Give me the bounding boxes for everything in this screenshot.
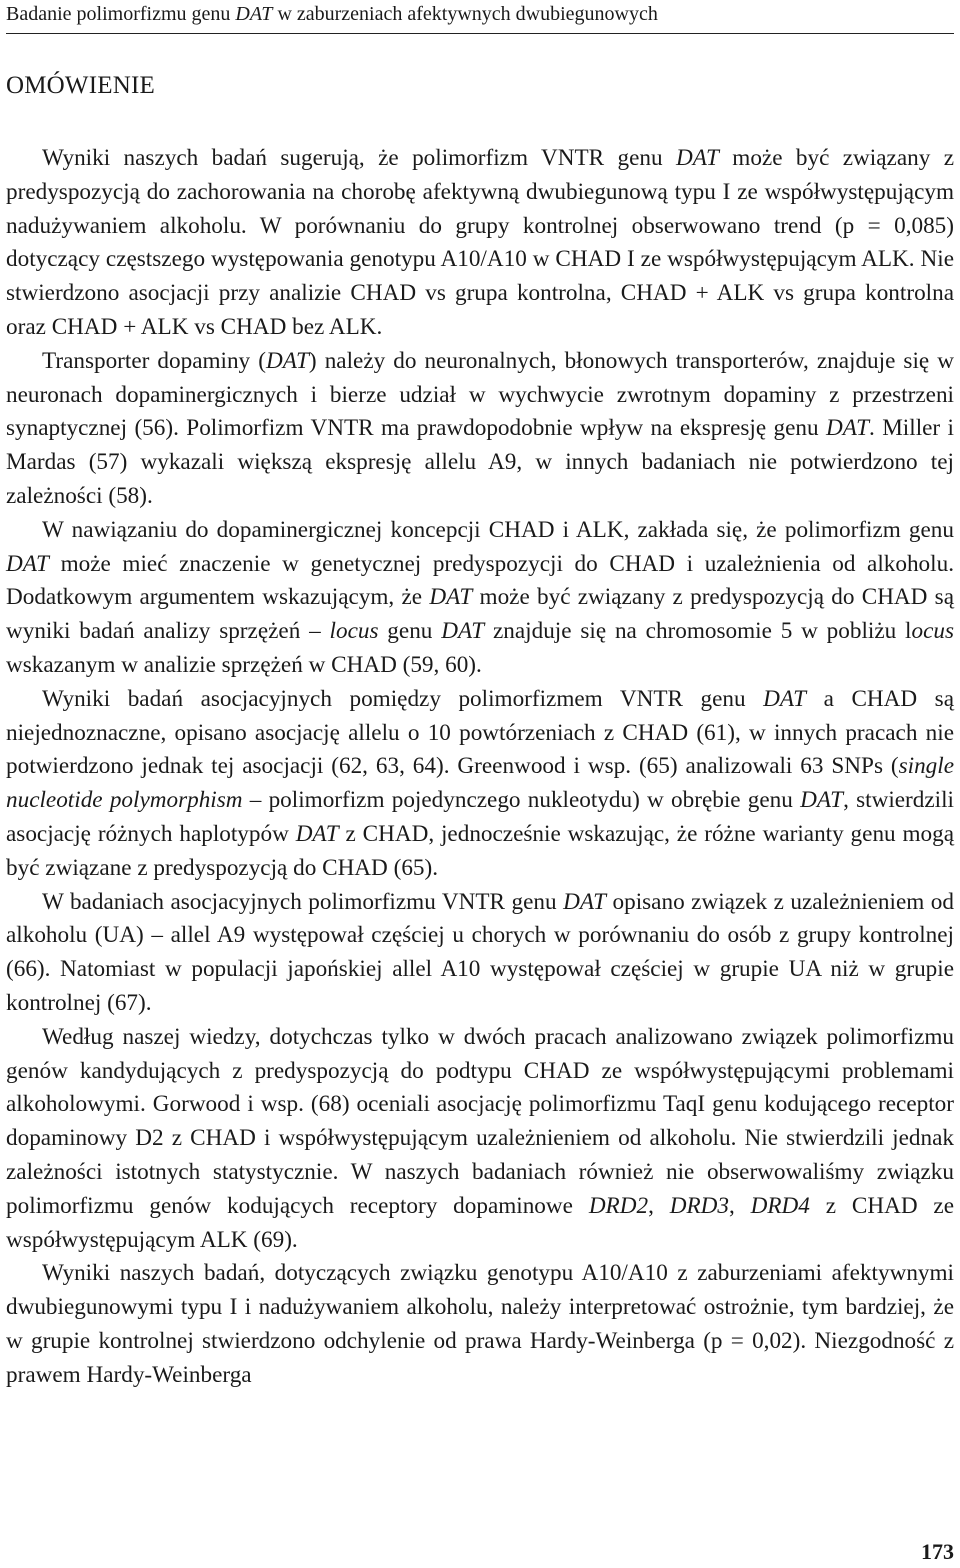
- paragraph-2: [6, 345, 954, 514]
- text-run: znajduje się na chromosomie 5 w pobliżu l: [484, 618, 912, 645]
- text-run: może być związany z predyspozycją do CHAD są wyniki badań analizy sprzężeń –: [6, 584, 955, 645]
- italic-term: DRD4: [750, 1192, 810, 1219]
- text-run: może mieć znaczenie w genetycznej predyspozycji do CHAD i uzależnienia od alkoholu. Dodatkowym argumentem wskazującym, że: [6, 550, 954, 611]
- italic-term: DAT: [429, 584, 473, 611]
- text-run: W badaniach asocjacyjnych polimorfizmu VNTR genu: [42, 888, 564, 915]
- text-run: z CHAD ze współwystępującym ALK (69).: [6, 1192, 955, 1253]
- article-body: [6, 142, 954, 1392]
- paragraph-4: [6, 683, 954, 886]
- text-run: wskazanym w analizie sprzężeń w CHAD (59, 60).: [6, 651, 482, 678]
- text-run: . Miller i Mardas (57) wykazali większą ekspresję allelu A9, w innych badaniach nie potwierdzono tej zależności (58).: [6, 415, 955, 509]
- italic-term: DAT: [295, 820, 339, 847]
- italic-term: DAT: [441, 618, 485, 645]
- italic-term: single nucleotide polymorphism: [6, 753, 954, 814]
- italic-term: DAT: [563, 888, 607, 915]
- paragraph-6: [6, 1021, 954, 1258]
- text-run: W nawiązaniu do dopaminergicznej koncepcji CHAD i ALK, zakłada się, że polimorfizm genu: [42, 516, 954, 543]
- italic-term: DAT: [675, 145, 719, 171]
- running-head-text-end: w zaburzeniach afektywnych dwubiegunowych: [272, 3, 658, 25]
- italic-term: DAT: [800, 787, 844, 814]
- text-run: opisano związek z uzależnieniem od alkoholu (UA) – allel A9 występował częściej u chorych w porównaniu do osób z grupy kontrolnej (66). Natomiast w populacji japońskiej allel A10 występował częściej w grupie UA niż w grupie kontrolnej (67).: [6, 888, 954, 1016]
- header-rule: [6, 33, 954, 34]
- text-run: ) należy do neuronalnych, błonowych transporterów, znajduje się w neuronach dopaminergicznych i bierze udział w wychwycie zwrotnym dopaminy z przestrzeni synaptycznej (56). Polimorfizm VNTR ma prawdopodobnie wpływ na ekspresję genu: [6, 347, 955, 442]
- italic-term: DRD3: [669, 1192, 729, 1219]
- text-run: Wyniki naszych badań sugerują, że polimorfizm VNTR genu: [42, 145, 676, 171]
- paragraph-1: [6, 142, 954, 345]
- text-run: Transporter dopaminy (: [42, 347, 266, 374]
- text-run: ,: [728, 1192, 751, 1219]
- section-title: OMÓWIENIE: [6, 72, 155, 99]
- italic-term: DAT: [826, 415, 869, 442]
- paragraph-3: [6, 514, 954, 683]
- italic-term: DAT: [265, 347, 309, 374]
- running-head-text: Badanie polimorfizmu genu: [6, 3, 236, 25]
- text-run: a CHAD są niejednoznaczne, opisano asocjację allelu o 10 powtórzeniach z CHAD (61), w innych pracach nie potwierdzono jednak tej asocjacji (62, 63, 64). Greenwood i wsp. (65) analizowali 63 SNPs (: [6, 685, 954, 780]
- text-run: z CHAD, jednocześnie wskazując, że różne warianty genu mogą być związane z predyspozycją do CHAD (65).: [6, 820, 954, 881]
- running-head: [6, 3, 658, 25]
- text-run: genu: [378, 618, 442, 645]
- italic-term: DRD2: [588, 1192, 649, 1219]
- italic-term: ocus: [911, 618, 955, 645]
- text-run: ,: [648, 1192, 670, 1219]
- text-run: Według naszej wiedzy, dotychczas tylko w dwóch pracach analizowano związek polimorfizmu genów kandydujących z predyspozycją do podtypu CHAD ze współwystępującymi problemami alkoholowymi. Gorwood i wsp. (68) oceniali asocjację polimorfizmu TaqI genu kodującego receptor dopaminowy D2 z CHAD i współwystępującym uzależnieniem od alkoholu. Nie stwierdzili jednak zależności istotnych statystycznie. W naszych badaniach również nie obserwowaliśmy związku polimorfizmu genów kodujących receptory dopaminowe: [6, 1023, 954, 1219]
- page-number: 173: [921, 1539, 954, 1564]
- italic-term: DAT: [763, 685, 807, 712]
- text-run: może być związany z predyspozycją do zachorowania na chorobę afektywną dwubiegunową typu I ze współwystępującym nadużywaniem alkoholu. W porównaniu do grupy kontrolnej obserwowano trend (p = 0,085) dotyczący częstszego występowania genotypu A10/A10 w CHAD I ze współwystępującym ALK. Nie stwierdzono asocjacji przy analizie CHAD vs grupa kontrolna, CHAD + ALK vs grupa kontrolna oraz CHAD + ALK vs CHAD bez ALK.: [6, 145, 954, 340]
- paragraph-5: [6, 886, 954, 1021]
- paragraph-7: [6, 1257, 954, 1392]
- text-run: Wyniki naszych badań, dotyczących związku genotypu A10/A10 z zaburzeniami afektywnymi dwubiegunowymi typu I i nadużywaniem alkoholu, należy interpretować ostrożnie, tym bardziej, że w grupie kontrolnej stwierdzono odchylenie od prawa Hardy-Weinberga (p = 0,02). Niezgodność z prawem Hardy-Weinberga: [6, 1260, 954, 1388]
- italic-term: locus: [329, 618, 379, 645]
- text-run: Wyniki badań asocjacyjnych pomiędzy polimorfizmem VNTR genu: [42, 685, 764, 712]
- running-head-gene: DAT: [235, 3, 273, 25]
- italic-term: DAT: [6, 550, 49, 577]
- text-run: , stwierdzili asocjację różnych haplotypów: [6, 787, 954, 847]
- text-run: – polimorfizm pojedynczego nukleotydu) w obrębie genu: [242, 787, 801, 814]
